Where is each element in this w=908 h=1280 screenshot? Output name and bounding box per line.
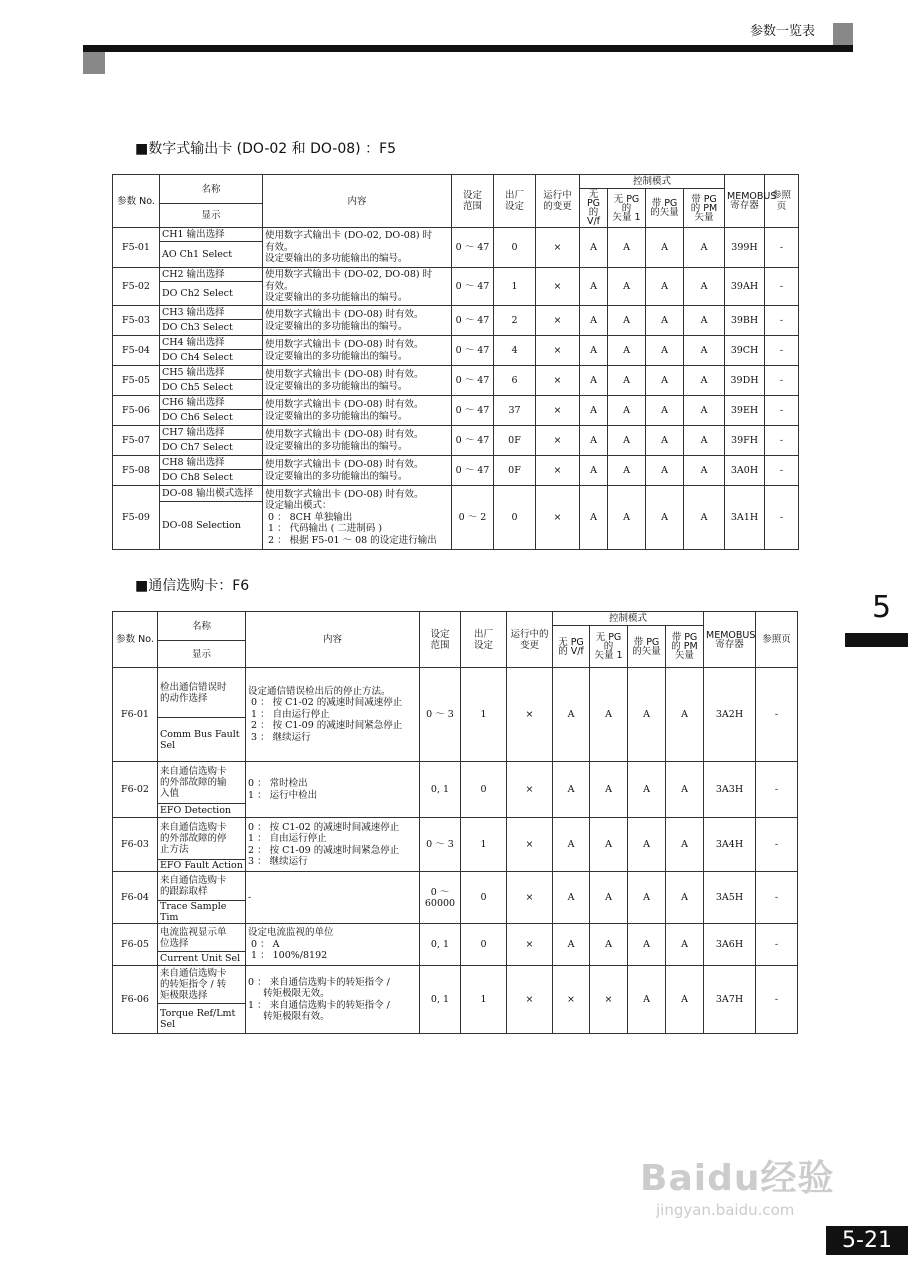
param-number: F5-09 <box>113 486 160 550</box>
param-m4: A <box>684 228 725 268</box>
chapter-tab <box>845 633 908 647</box>
param-range: 0 ～ 47 <box>452 366 494 396</box>
param-memobus: 39CH <box>725 336 765 366</box>
param-ref: - <box>756 872 798 924</box>
param-range: 0, 1 <box>420 924 461 966</box>
param-name: 来自通信选购卡 的跟踪取样 <box>158 872 246 901</box>
param-change: × <box>536 486 580 550</box>
param-display: DO-08 Selection <box>160 502 263 550</box>
table-row <box>113 668 798 718</box>
param-m1: A <box>553 762 590 818</box>
param-m2: A <box>590 872 628 924</box>
param-ref: - <box>756 924 798 966</box>
param-ref: - <box>765 426 799 456</box>
param-name: CH3 输出选择 <box>160 306 263 320</box>
param-name: 来自通信选购卡 的外部故障的停 止方法 <box>158 818 246 860</box>
param-name: 来自通信选购卡 的转矩指令 / 转 矩极限选择 <box>158 966 246 1004</box>
chapter-number: 5 <box>872 590 892 625</box>
param-ref: - <box>756 762 798 818</box>
param-range: 0, 1 <box>420 966 461 1034</box>
param-m4: A <box>684 306 725 336</box>
param-m2: A <box>608 456 646 486</box>
param-name: 来自通信选购卡 的外部故障的输 入值 <box>158 762 246 804</box>
param-content: 0 ： 来自通信选购卡的转矩指令 / 转矩极限无效。 1 ： 来自通信选购卡的转矩指令 / 转矩极限有效。 <box>246 966 420 1034</box>
param-m4: A <box>684 336 725 366</box>
param-memobus: 3A1H <box>725 486 765 550</box>
param-content: 设定通信错误检出后的停止方法。 0 ： 按 C1-02 的减速时间减速停止 1 ： 自由运行停止 2 ： 按 C1-09 的减速时间紧急停止 3 ： 继续运行 <box>246 668 420 762</box>
param-ref: - <box>765 456 799 486</box>
param-memobus: 3A7H <box>704 966 756 1034</box>
param-m1: A <box>553 872 590 924</box>
watermark-brand: Baidu经验 <box>640 1158 835 1199</box>
param-change: × <box>507 762 553 818</box>
header-change: 运行中 的变更 <box>536 175 580 228</box>
param-ref: - <box>765 268 799 306</box>
watermark-url: jingyan.baidu.com <box>656 1201 795 1219</box>
param-ref: - <box>765 306 799 336</box>
param-m4: A <box>684 366 725 396</box>
header-ref: 参照 页 <box>765 175 799 228</box>
param-m4: A <box>684 426 725 456</box>
param-m3: A <box>646 336 684 366</box>
header-rule <box>83 45 853 52</box>
param-factory: 0 <box>494 228 536 268</box>
param-m1: A <box>553 924 590 966</box>
page-header-title: 参数一览表 <box>750 24 816 39</box>
param-display: DO Ch3 Select <box>160 320 263 336</box>
param-change: × <box>507 872 553 924</box>
param-table-f6 <box>112 611 798 1034</box>
param-m3: A <box>628 762 666 818</box>
param-display: Comm Bus Fault Sel <box>158 718 246 762</box>
param-m2: A <box>608 486 646 550</box>
param-factory: 0 <box>494 486 536 550</box>
param-change: × <box>536 306 580 336</box>
param-range: 0, 1 <box>420 762 461 818</box>
param-name: CH8 输出选择 <box>160 456 263 470</box>
param-content: 使用数字式输出卡 (DO-08) 时有效。 设定要输出的多功能输出的编号。 <box>263 456 452 486</box>
param-name: 检出通信错误时 的动作选择 <box>158 668 246 718</box>
param-memobus: 39AH <box>725 268 765 306</box>
param-number: F5-01 <box>113 228 160 268</box>
param-m4: A <box>666 924 704 966</box>
param-ref: - <box>765 336 799 366</box>
header-content: 内容 <box>246 612 420 668</box>
param-m3: A <box>646 396 684 426</box>
param-memobus: 3A6H <box>704 924 756 966</box>
param-m1: A <box>580 426 608 456</box>
param-m3: A <box>628 818 666 872</box>
param-range: 0 ～ 47 <box>452 268 494 306</box>
param-ref: - <box>756 668 798 762</box>
param-m3: A <box>646 268 684 306</box>
header-change: 运行中的 变更 <box>507 612 553 668</box>
header-mode-3: 带 PG 的矢量 <box>646 189 684 228</box>
param-content: 设定电流监视的单位 0 ： A 1 ： 100%/8192 <box>246 924 420 966</box>
param-ref: - <box>765 228 799 268</box>
param-m3: A <box>646 486 684 550</box>
param-m2: A <box>590 668 628 762</box>
param-m4: A <box>666 668 704 762</box>
section-title-f5: ■数字式输出卡 (DO-02 和 DO-08) ：F5 <box>135 141 397 157</box>
param-display: DO Ch6 Select <box>160 410 263 426</box>
param-factory: 37 <box>494 396 536 426</box>
param-m2: A <box>590 924 628 966</box>
header-ref: 参照页 <box>756 612 798 668</box>
param-change: × <box>536 268 580 306</box>
param-m1: A <box>580 366 608 396</box>
param-m1: A <box>553 818 590 872</box>
table-row <box>113 306 799 320</box>
param-m2: A <box>608 426 646 456</box>
param-change: × <box>536 336 580 366</box>
param-m4: A <box>684 268 725 306</box>
param-m3: A <box>628 924 666 966</box>
param-display: EFO Fault Action <box>158 860 246 872</box>
page-number: 5-21 <box>826 1226 908 1255</box>
param-number: F5-08 <box>113 456 160 486</box>
param-m1: A <box>580 456 608 486</box>
param-m2: A <box>590 762 628 818</box>
table-row <box>113 336 799 350</box>
param-content: 使用数字式输出卡 (DO-08) 时有效。 设定要输出的多功能输出的编号。 <box>263 396 452 426</box>
param-factory: 0 <box>461 762 507 818</box>
param-change: × <box>507 966 553 1034</box>
param-range: 0 ～ 60000 <box>420 872 461 924</box>
param-number: F5-03 <box>113 306 160 336</box>
header-mode-2: 无 PG 的 矢量 1 <box>608 189 646 228</box>
param-content: 使用数字式输出卡 (DO-08) 时有效。 设定要输出的多功能输出的编号。 <box>263 366 452 396</box>
param-change: × <box>536 456 580 486</box>
param-display: DO Ch5 Select <box>160 380 263 396</box>
header-mode-3: 带 PG 的矢量 <box>628 626 666 668</box>
param-name: CH1 输出选择 <box>160 228 263 242</box>
header-range: 设定 范围 <box>452 175 494 228</box>
param-change: × <box>507 668 553 762</box>
param-range: 0 ～ 47 <box>452 426 494 456</box>
param-range: 0 ～ 47 <box>452 456 494 486</box>
table-row <box>113 924 798 952</box>
param-number: F6-06 <box>113 966 158 1034</box>
header-param-no: 参数 No. <box>113 612 158 668</box>
param-display: AO Ch1 Select <box>160 242 263 268</box>
param-m1: × <box>553 966 590 1034</box>
header-memobus: MEMOBUS 寄存器 <box>704 612 756 668</box>
param-memobus: 399H <box>725 228 765 268</box>
param-factory: 0 <box>461 924 507 966</box>
param-range: 0 ～ 47 <box>452 336 494 366</box>
header-mode-4: 带 PG 的 PM 矢量 <box>684 189 725 228</box>
param-change: × <box>507 924 553 966</box>
table-row <box>113 966 798 1004</box>
header-param-no: 参数 No. <box>113 175 160 228</box>
header-factory: 出厂 设定 <box>494 175 536 228</box>
param-m3: A <box>628 966 666 1034</box>
param-range: 0 ～ 3 <box>420 818 461 872</box>
param-m3: A <box>646 306 684 336</box>
param-m3: A <box>646 426 684 456</box>
param-m2: × <box>590 966 628 1034</box>
param-range: 0 ～ 47 <box>452 228 494 268</box>
table-row <box>113 268 799 282</box>
param-factory: 6 <box>494 366 536 396</box>
param-content: 使用数字式输出卡 (DO-08) 时有效。 设定要输出的多功能输出的编号。 <box>263 306 452 336</box>
param-m1: A <box>580 336 608 366</box>
param-name: CH6 输出选择 <box>160 396 263 410</box>
param-m2: A <box>608 228 646 268</box>
param-content: 使用数字式输出卡 (DO-02, DO-08) 时 有效。 设定要输出的多功能输出的编号。 <box>263 228 452 268</box>
param-name: CH7 输出选择 <box>160 426 263 440</box>
param-factory: 1 <box>461 818 507 872</box>
param-display: Trace Sample Tim <box>158 901 246 924</box>
param-display: DO Ch2 Select <box>160 282 263 306</box>
param-m4: A <box>666 872 704 924</box>
param-number: F6-04 <box>113 872 158 924</box>
param-number: F6-02 <box>113 762 158 818</box>
param-display: Torque Ref/Lmt Sel <box>158 1004 246 1034</box>
param-m4: A <box>684 396 725 426</box>
param-number: F5-07 <box>113 426 160 456</box>
param-number: F6-03 <box>113 818 158 872</box>
header-display: 显示 <box>160 204 263 228</box>
table-row <box>113 228 799 242</box>
param-content: 0 ： 常时检出 1 ： 运行中检出 <box>246 762 420 818</box>
param-m3: A <box>646 366 684 396</box>
param-m3: A <box>646 456 684 486</box>
param-memobus: 3A0H <box>725 456 765 486</box>
param-change: × <box>536 426 580 456</box>
param-content: 使用数字式输出卡 (DO-08) 时有效。 设定输出模式： 0 ： 8CH 单独输出 1 ： 代码输出 ( 二进制码 ) 2 ： 根据 F5-01 ～ 08 的设定进行输出 <box>263 486 452 550</box>
param-m1: A <box>580 228 608 268</box>
param-number: F5-06 <box>113 396 160 426</box>
table-row <box>113 396 799 410</box>
table-row <box>113 762 798 804</box>
section-title-f6: ■通信选购卡：F6 <box>135 578 250 594</box>
param-display: DO Ch4 Select <box>160 350 263 366</box>
param-m4: A <box>666 818 704 872</box>
param-memobus: 3A5H <box>704 872 756 924</box>
param-number: F6-05 <box>113 924 158 966</box>
param-number: F5-05 <box>113 366 160 396</box>
param-m2: A <box>608 306 646 336</box>
param-memobus: 3A2H <box>704 668 756 762</box>
param-change: × <box>536 366 580 396</box>
param-m1: A <box>580 306 608 336</box>
param-memobus: 39EH <box>725 396 765 426</box>
header-name: 名称 <box>160 175 263 204</box>
param-factory: 0F <box>494 426 536 456</box>
param-ref: - <box>765 366 799 396</box>
header-mode-1: 无 PG 的 V/f <box>580 189 608 228</box>
param-m2: A <box>608 396 646 426</box>
header-mode-1: 无 PG 的 V/f <box>553 626 590 668</box>
param-display: Current Unit Sel <box>158 952 246 966</box>
param-m3: A <box>646 228 684 268</box>
header-control-mode: 控制模式 <box>553 612 704 626</box>
param-m1: A <box>553 668 590 762</box>
param-factory: 2 <box>494 306 536 336</box>
watermark <box>640 1150 834 1219</box>
param-memobus: 39BH <box>725 306 765 336</box>
param-factory: 1 <box>461 966 507 1034</box>
param-memobus: 3A4H <box>704 818 756 872</box>
header-display: 显示 <box>158 641 246 668</box>
param-name: 电流监视显示单 位选择 <box>158 924 246 952</box>
param-name: CH2 输出选择 <box>160 268 263 282</box>
param-factory: 0 <box>461 872 507 924</box>
header-range: 设定 范围 <box>420 612 461 668</box>
header-memobus: MEMOBUS 寄存器 <box>725 175 765 228</box>
header-left-block <box>83 52 105 74</box>
param-m1: A <box>580 268 608 306</box>
param-number: F5-02 <box>113 268 160 306</box>
param-content: - <box>246 872 420 924</box>
header-gray-block <box>833 23 853 45</box>
header-factory: 出厂 设定 <box>461 612 507 668</box>
param-content: 0 ： 按 C1-02 的减速时间减速停止 1 ： 自由运行停止 2 ： 按 C1-09 的减速时间紧急停止 3 ： 继续运行 <box>246 818 420 872</box>
param-factory: 4 <box>494 336 536 366</box>
header-name: 名称 <box>158 612 246 641</box>
param-table-f5 <box>112 174 799 550</box>
param-name: CH5 输出选择 <box>160 366 263 380</box>
table-row <box>113 426 799 440</box>
param-range: 0 ～ 2 <box>452 486 494 550</box>
param-range: 0 ～ 47 <box>452 396 494 426</box>
table-row <box>113 872 798 901</box>
param-factory: 0F <box>494 456 536 486</box>
param-ref: - <box>765 486 799 550</box>
param-range: 0 ～ 3 <box>420 668 461 762</box>
param-m4: A <box>666 966 704 1034</box>
table-row <box>113 456 799 470</box>
param-m2: A <box>608 366 646 396</box>
param-display: DO Ch7 Select <box>160 440 263 456</box>
param-range: 0 ～ 47 <box>452 306 494 336</box>
table-row <box>113 818 798 860</box>
param-m4: A <box>684 486 725 550</box>
param-name: CH4 输出选择 <box>160 336 263 350</box>
param-ref: - <box>756 818 798 872</box>
param-number: F5-04 <box>113 336 160 366</box>
param-factory: 1 <box>461 668 507 762</box>
param-factory: 1 <box>494 268 536 306</box>
param-m1: A <box>580 396 608 426</box>
param-memobus: 39DH <box>725 366 765 396</box>
table-row <box>113 366 799 380</box>
param-change: × <box>507 818 553 872</box>
param-content: 使用数字式输出卡 (DO-08) 时有效。 设定要输出的多功能输出的编号。 <box>263 336 452 366</box>
param-change: × <box>536 228 580 268</box>
param-m2: A <box>590 818 628 872</box>
param-m1: A <box>580 486 608 550</box>
param-number: F6-01 <box>113 668 158 762</box>
param-change: × <box>536 396 580 426</box>
param-content: 使用数字式输出卡 (DO-02, DO-08) 时 有效。 设定要输出的多功能输出的编号。 <box>263 268 452 306</box>
param-m4: A <box>666 762 704 818</box>
param-m2: A <box>608 336 646 366</box>
header-mode-4: 带 PG 的 PM 矢量 <box>666 626 704 668</box>
param-display: EFO Detection <box>158 804 246 818</box>
param-memobus: 39FH <box>725 426 765 456</box>
table-row <box>113 486 799 502</box>
param-m3: A <box>628 668 666 762</box>
param-m4: A <box>684 456 725 486</box>
param-name: DO-08 输出模式选择 <box>160 486 263 502</box>
header-control-mode: 控制模式 <box>580 175 725 189</box>
header-content: 内容 <box>263 175 452 228</box>
param-ref: - <box>765 396 799 426</box>
param-ref: - <box>756 966 798 1034</box>
param-m3: A <box>628 872 666 924</box>
header-mode-2: 无 PG 的 矢量 1 <box>590 626 628 668</box>
param-m2: A <box>608 268 646 306</box>
param-content: 使用数字式输出卡 (DO-08) 时有效。 设定要输出的多功能输出的编号。 <box>263 426 452 456</box>
param-memobus: 3A3H <box>704 762 756 818</box>
param-display: DO Ch8 Select <box>160 470 263 486</box>
